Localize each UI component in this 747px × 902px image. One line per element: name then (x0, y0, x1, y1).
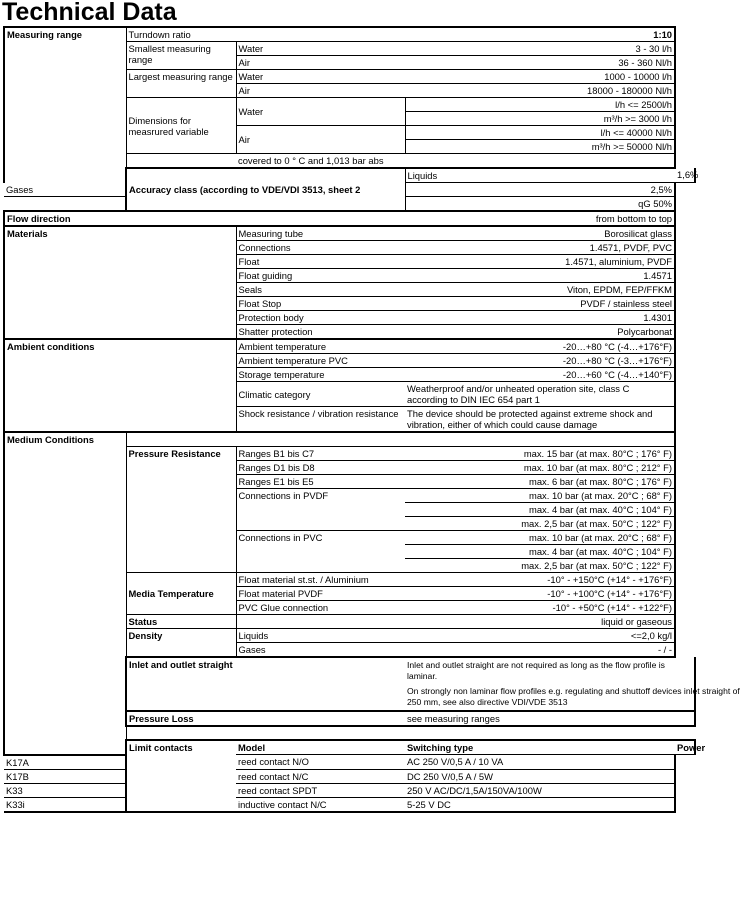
limit-contacts-label: Limit contacts (126, 740, 236, 812)
smallest-air-label: Air (236, 56, 405, 70)
density-label: Density (126, 629, 236, 658)
largest-range-label: Largest measuring range (126, 70, 236, 98)
pressure-label: Pressure Resistance (126, 447, 236, 573)
media-temp-label: Media Temperature (126, 573, 236, 615)
lc-model: K17A (4, 755, 126, 770)
status-label: Status (126, 615, 236, 629)
ambient-pvc-value: -20…+80 °C (-3…+176°F) (405, 354, 675, 368)
shock-label: Shock resistance / vibration resistance (236, 407, 405, 433)
turndown-value: 1:10 (405, 27, 675, 42)
accuracy-liquids-value: 1,6% (675, 168, 695, 183)
material-label: Float Stop (236, 297, 405, 311)
materials-label: Materials (4, 226, 236, 339)
accuracy-label: Accuracy class (according to VDE/VDI 3513, sheet 2 (126, 168, 405, 211)
material-value: Borosilicat glass (405, 226, 675, 241)
lc-model: K17B (4, 769, 126, 783)
lc-power: AC 250 V/0,5 A / 10 VA (405, 755, 675, 770)
medium-label: Medium Conditions (4, 432, 126, 755)
material-label: Shatter protection (236, 325, 405, 340)
largest-air-value: 18000 - 180000 Nl/h (405, 84, 675, 98)
status-value: liquid or gaseous (405, 615, 675, 629)
covered-note: covered to 0 ° C and 1,013 bar abs (236, 154, 675, 169)
density-gases-value: - / - (405, 643, 675, 658)
media-row-value: -10° - +150°C (+14° - +176°F) (405, 573, 675, 587)
pressure-row-value: max. 6 bar (at max. 80°C ; 176° F) (405, 475, 675, 489)
lc-header-model: Model (236, 740, 405, 755)
flow-direction-label: Flow direction (4, 211, 236, 226)
shock-value: The device should be protected against extreme shock and vibration, either of which could cause damage (405, 407, 675, 433)
pvdf-value: max. 10 bar (at max. 20°C ; 68° F) (405, 489, 675, 503)
pressure-row-label: Ranges E1 bis E5 (236, 475, 405, 489)
inlet-label: Inlet and outlet straight (126, 657, 405, 711)
lc-switching: reed contact N/C (236, 769, 405, 783)
flow-direction-row (4, 211, 695, 226)
largest-air-label: Air (236, 84, 405, 98)
measuring-range-label: Measuring range (4, 27, 126, 183)
dim-water-value-1: l/h <= 2500l/h (405, 98, 675, 112)
pvc-value: max. 2,5 bar (at max. 50°C ; 122° F) (405, 559, 675, 573)
lc-switching: reed contact N/O (236, 755, 405, 770)
smallest-air-value: 36 - 360 Nl/h (405, 56, 675, 70)
smallest-water-value: 3 - 30 l/h (405, 42, 675, 56)
density-liquids-label: Liquids (236, 629, 405, 643)
ambient-temp-value: -20…+80 °C (-4…+176°F) (405, 339, 675, 354)
limit-contact-row (4, 769, 695, 783)
limit-contact-row (4, 797, 695, 812)
ambient-pvc-label: Ambient temperature PVC (236, 354, 405, 368)
ambient-temp-row (4, 339, 695, 354)
pvdf-value: max. 4 bar (at max. 40°C ; 104° F) (405, 503, 675, 517)
material-value: 1.4571, PVDF, PVC (405, 241, 675, 255)
material-value: PVDF / stainless steel (405, 297, 675, 311)
material-label: Float (236, 255, 405, 269)
pvdf-label: Connections in PVDF (236, 489, 405, 531)
climatic-value: Weatherproof and/or unheated operation site, class C according to DIN IEC 654 part 1 (405, 382, 675, 407)
pressure-loss-label: Pressure Loss (126, 711, 405, 726)
media-row-label: Float material st.st. / Aluminium (236, 573, 405, 587)
media-row-value: -10° - +100°C (+14° - +176°F) (405, 587, 675, 601)
material-value: 1.4571 (405, 269, 675, 283)
material-label: Seals (236, 283, 405, 297)
ambient-label: Ambient conditions (4, 339, 236, 432)
ambient-temp-label: Ambient temperature (236, 339, 405, 354)
page-title: Technical Data (2, 0, 177, 26)
media-row-label: Float material PVDF (236, 587, 405, 601)
pvc-value: max. 4 bar (at max. 40°C ; 104° F) (405, 545, 675, 559)
lc-power: 5-25 V DC (405, 797, 675, 812)
dim-air-value-2: m³/h >= 50000 Nl/h (405, 140, 675, 154)
density-liquids-value: <=2,0 kg/l (405, 629, 675, 643)
smallest-water-label: Water (236, 42, 405, 56)
media-row-label: PVC Glue connection (236, 601, 405, 615)
material-label: Connections (236, 241, 405, 255)
lc-header-switching: Switching type (405, 740, 675, 755)
accuracy-qg-value: qG 50% (405, 197, 675, 212)
material-label: Float guiding (236, 269, 405, 283)
dim-water-label: Water (236, 98, 405, 126)
lc-power: DC 250 V/0,5 A / 5W (405, 769, 675, 783)
largest-water-label: Water (236, 70, 405, 84)
climatic-label: Climatic category (236, 382, 405, 407)
material-value: Viton, EPDM, FEP/FFKM (405, 283, 675, 297)
turndown-label: Turndown ratio (126, 27, 405, 42)
accuracy-liquids-label: Liquids (405, 168, 675, 183)
largest-water-value: 1000 - 10000 l/h (405, 70, 675, 84)
material-value: 1.4301 (405, 311, 675, 325)
material-value: 1.4571, aluminium, PVDF (405, 255, 675, 269)
smallest-range-label: Smallest measuring range (126, 42, 236, 70)
density-gases-label: Gases (236, 643, 405, 658)
storage-value: -20…+60 °C (-4…+140°F) (405, 368, 675, 382)
material-label: Measuring tube (236, 226, 405, 241)
inlet-text-1: Inlet and outlet straight are not required as long as the flow profile is laminar. (407, 660, 665, 681)
dimensions-label: Dimensions for measrured variable (126, 98, 236, 154)
accuracy-gases-label: Gases (4, 183, 126, 197)
pressure-row-value: max. 10 bar (at max. 80°C ; 212° F) (405, 461, 675, 475)
pressure-row-label: Ranges B1 bis C7 (236, 447, 405, 461)
material-value: Polycarbonat (405, 325, 675, 340)
lc-model: K33 (4, 783, 126, 797)
storage-label: Storage temperature (236, 368, 405, 382)
material-label: Protection body (236, 311, 405, 325)
material-row (4, 226, 695, 241)
technical-data-table (3, 26, 740, 813)
lc-model: K33i (4, 797, 126, 812)
turndown-row (4, 27, 695, 42)
media-row-value: -10° - +50°C (+14° - +122°F) (405, 601, 675, 615)
pvdf-value: max. 2,5 bar (at max. 50°C ; 122° F) (405, 517, 675, 531)
pvc-label: Connections in PVC (236, 531, 405, 573)
medium-header-row (4, 432, 695, 447)
flow-direction-value: from bottom to top (405, 211, 675, 226)
pressure-row-label: Ranges D1 bis D8 (236, 461, 405, 475)
pressure-row-value: max. 15 bar (at max. 80°C ; 176° F) (405, 447, 675, 461)
lc-header-power: Power (677, 742, 706, 753)
limit-contact-row (4, 783, 695, 797)
lc-switching: reed contact SPDT (236, 783, 405, 797)
limit-contact-row (4, 755, 695, 770)
dim-air-label: Air (236, 126, 405, 154)
pvc-value: max. 10 bar (at max. 20°C ; 68° F) (405, 531, 675, 545)
dim-air-value-1: l/h <= 40000 Nl/h (405, 126, 675, 140)
inlet-text-2: On strongly non laminar flow profiles e.g. regulating and shuttoff devices inlet straight of 250 mm, see also directive VDI/VDE 3513 (407, 686, 740, 707)
accuracy-gases-value: 2,5% (405, 183, 675, 197)
lc-power: 250 V AC/DC/1,5A/150VA/100W (405, 783, 675, 797)
dim-water-value-2: m³/h >= 3000 l/h (405, 112, 675, 126)
lc-switching: inductive contact N/C (236, 797, 405, 812)
pressure-loss-value: see measuring ranges (405, 711, 695, 726)
